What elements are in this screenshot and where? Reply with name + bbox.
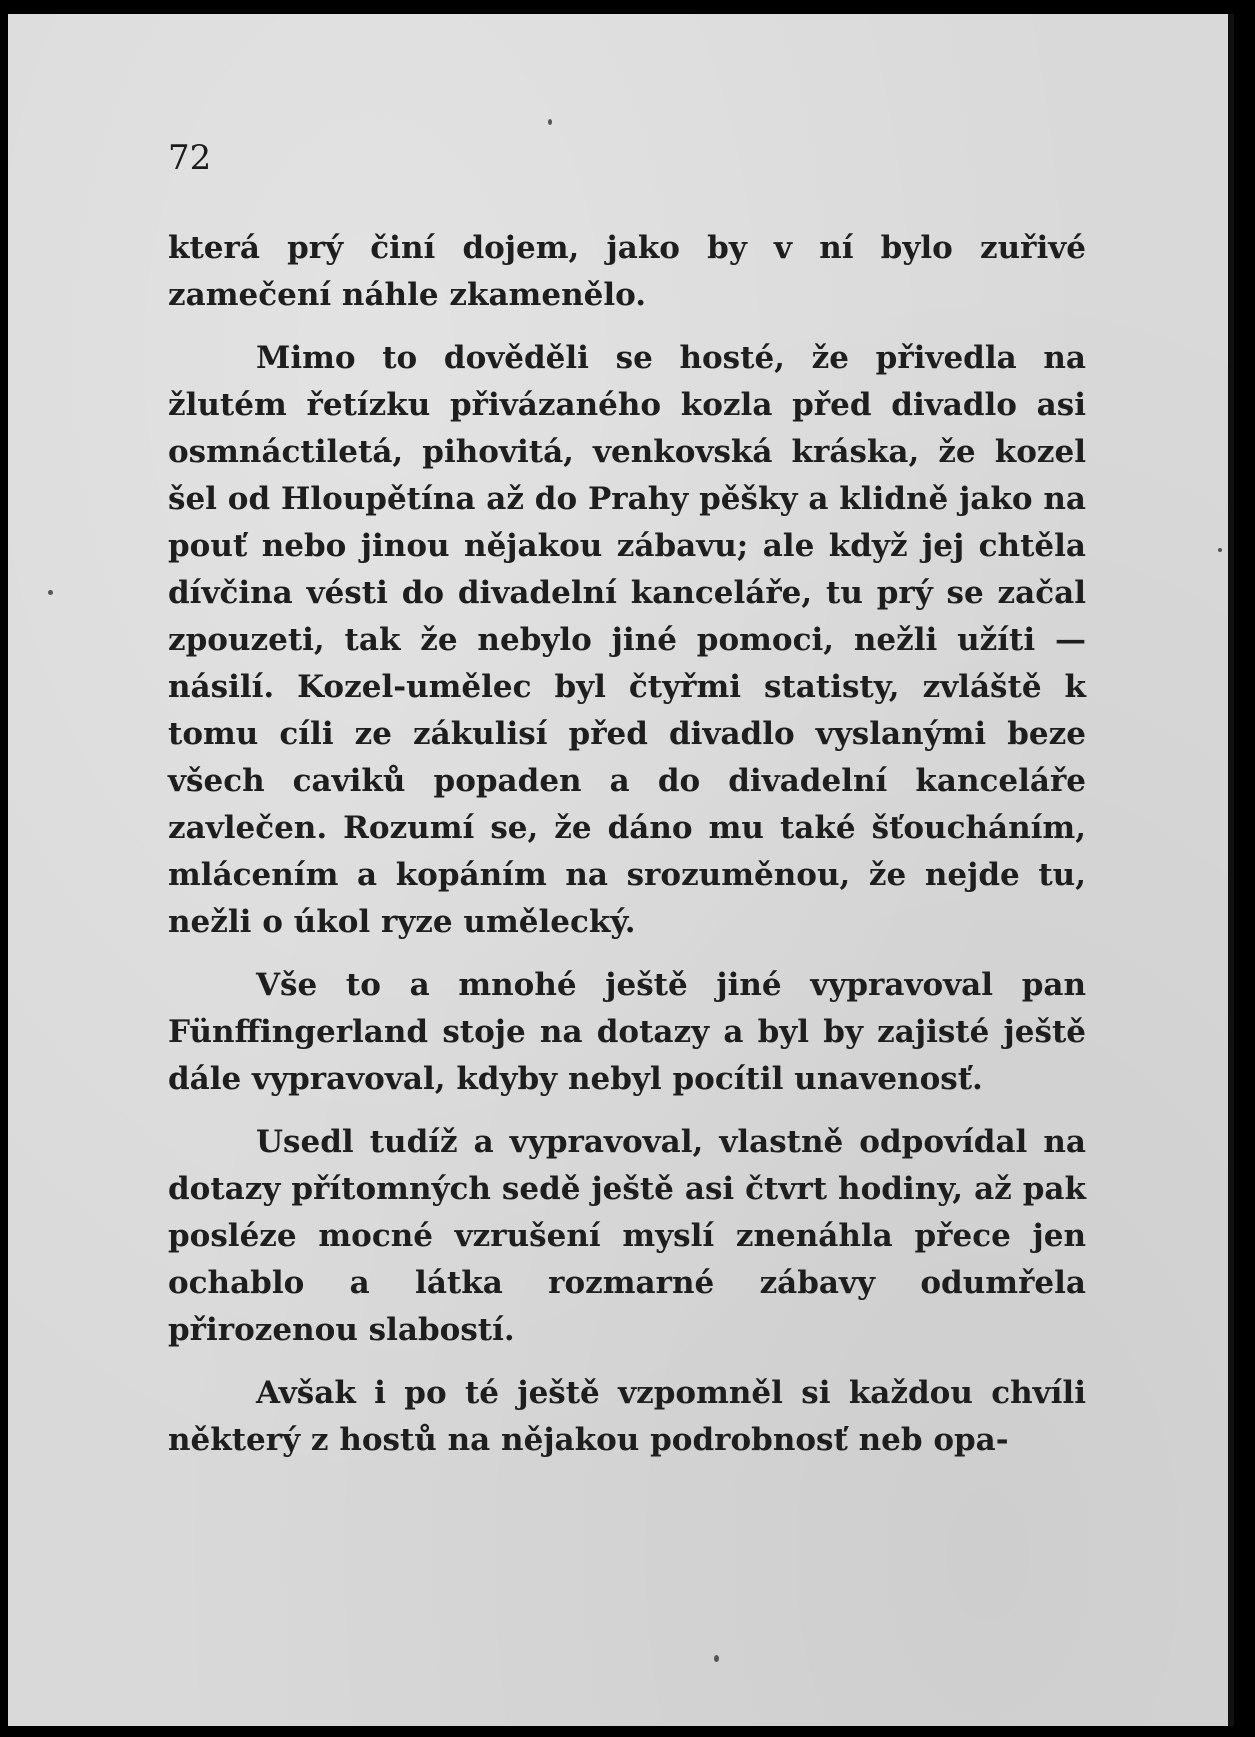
paragraph-narration: Vše to a mnohé ještě jiné vypravoval pan Fünffingerland stoje na dotazy a byl by zajisté ještě dále vypravoval, kdyby nebyl pocítil unavenosť. xyxy=(168,967,1086,1097)
paragraph-sat-down: Usedl tudíž a vypravoval, vlastně odpovídal na dotazy přítomných sedě ještě asi čtvrt hodiny, až pak posléze mocné vzrušení myslí znenáhla přece jen ochablo a látka rozmarné zábavy odumřela přirozenou slabostí. xyxy=(168,1124,1086,1348)
page-number: 72 xyxy=(168,138,212,178)
body-text xyxy=(168,225,1086,1480)
paragraph-continuation: která prý činí dojem, jako by v ní bylo zuřivé zamečení náhle zkamenělo. xyxy=(168,230,1086,313)
paragraph-goat-story: Mimo to dověděli se hosté, že přivedla na žlutém řetízku přivázaného kozla před divadlo asi osmnáctiletá, pihovitá, venkovská kráska, že kozel šel od Hloupětína až do Prahy pěšky a klidně jako na pouť nebo jinou nějakou zábavu; ale když jej chtěla dívčina vésti do divadelní kanceláře, tu prý se začal zpouzeti, tak že nebylo jiné pomoci, nežli užíti — násilí. Kozel-umělec byl čtyřmi statisty, zvláště k tomu cíli ze zákulisí před divadlo vyslanými beze všech caviků popaden a do divadelní kanceláře zavlečen. Rozumí se, že dáno mu také šťoucháním, mlácením a kopáním na srozuměnou, že nejde tu, nežli o úkol ryze umělecký. xyxy=(168,340,1086,940)
paragraph-remembered: Avšak i po té ještě vzpomněl si každou chvíli některý z hostů na nějakou podrobnosť neb opa- xyxy=(168,1375,1086,1458)
page-edge-shadow xyxy=(1228,14,1234,1726)
paper-speck xyxy=(548,119,552,125)
paper-speck xyxy=(714,1655,719,1662)
paper-speck xyxy=(1218,548,1222,552)
paper-speck xyxy=(48,590,53,595)
